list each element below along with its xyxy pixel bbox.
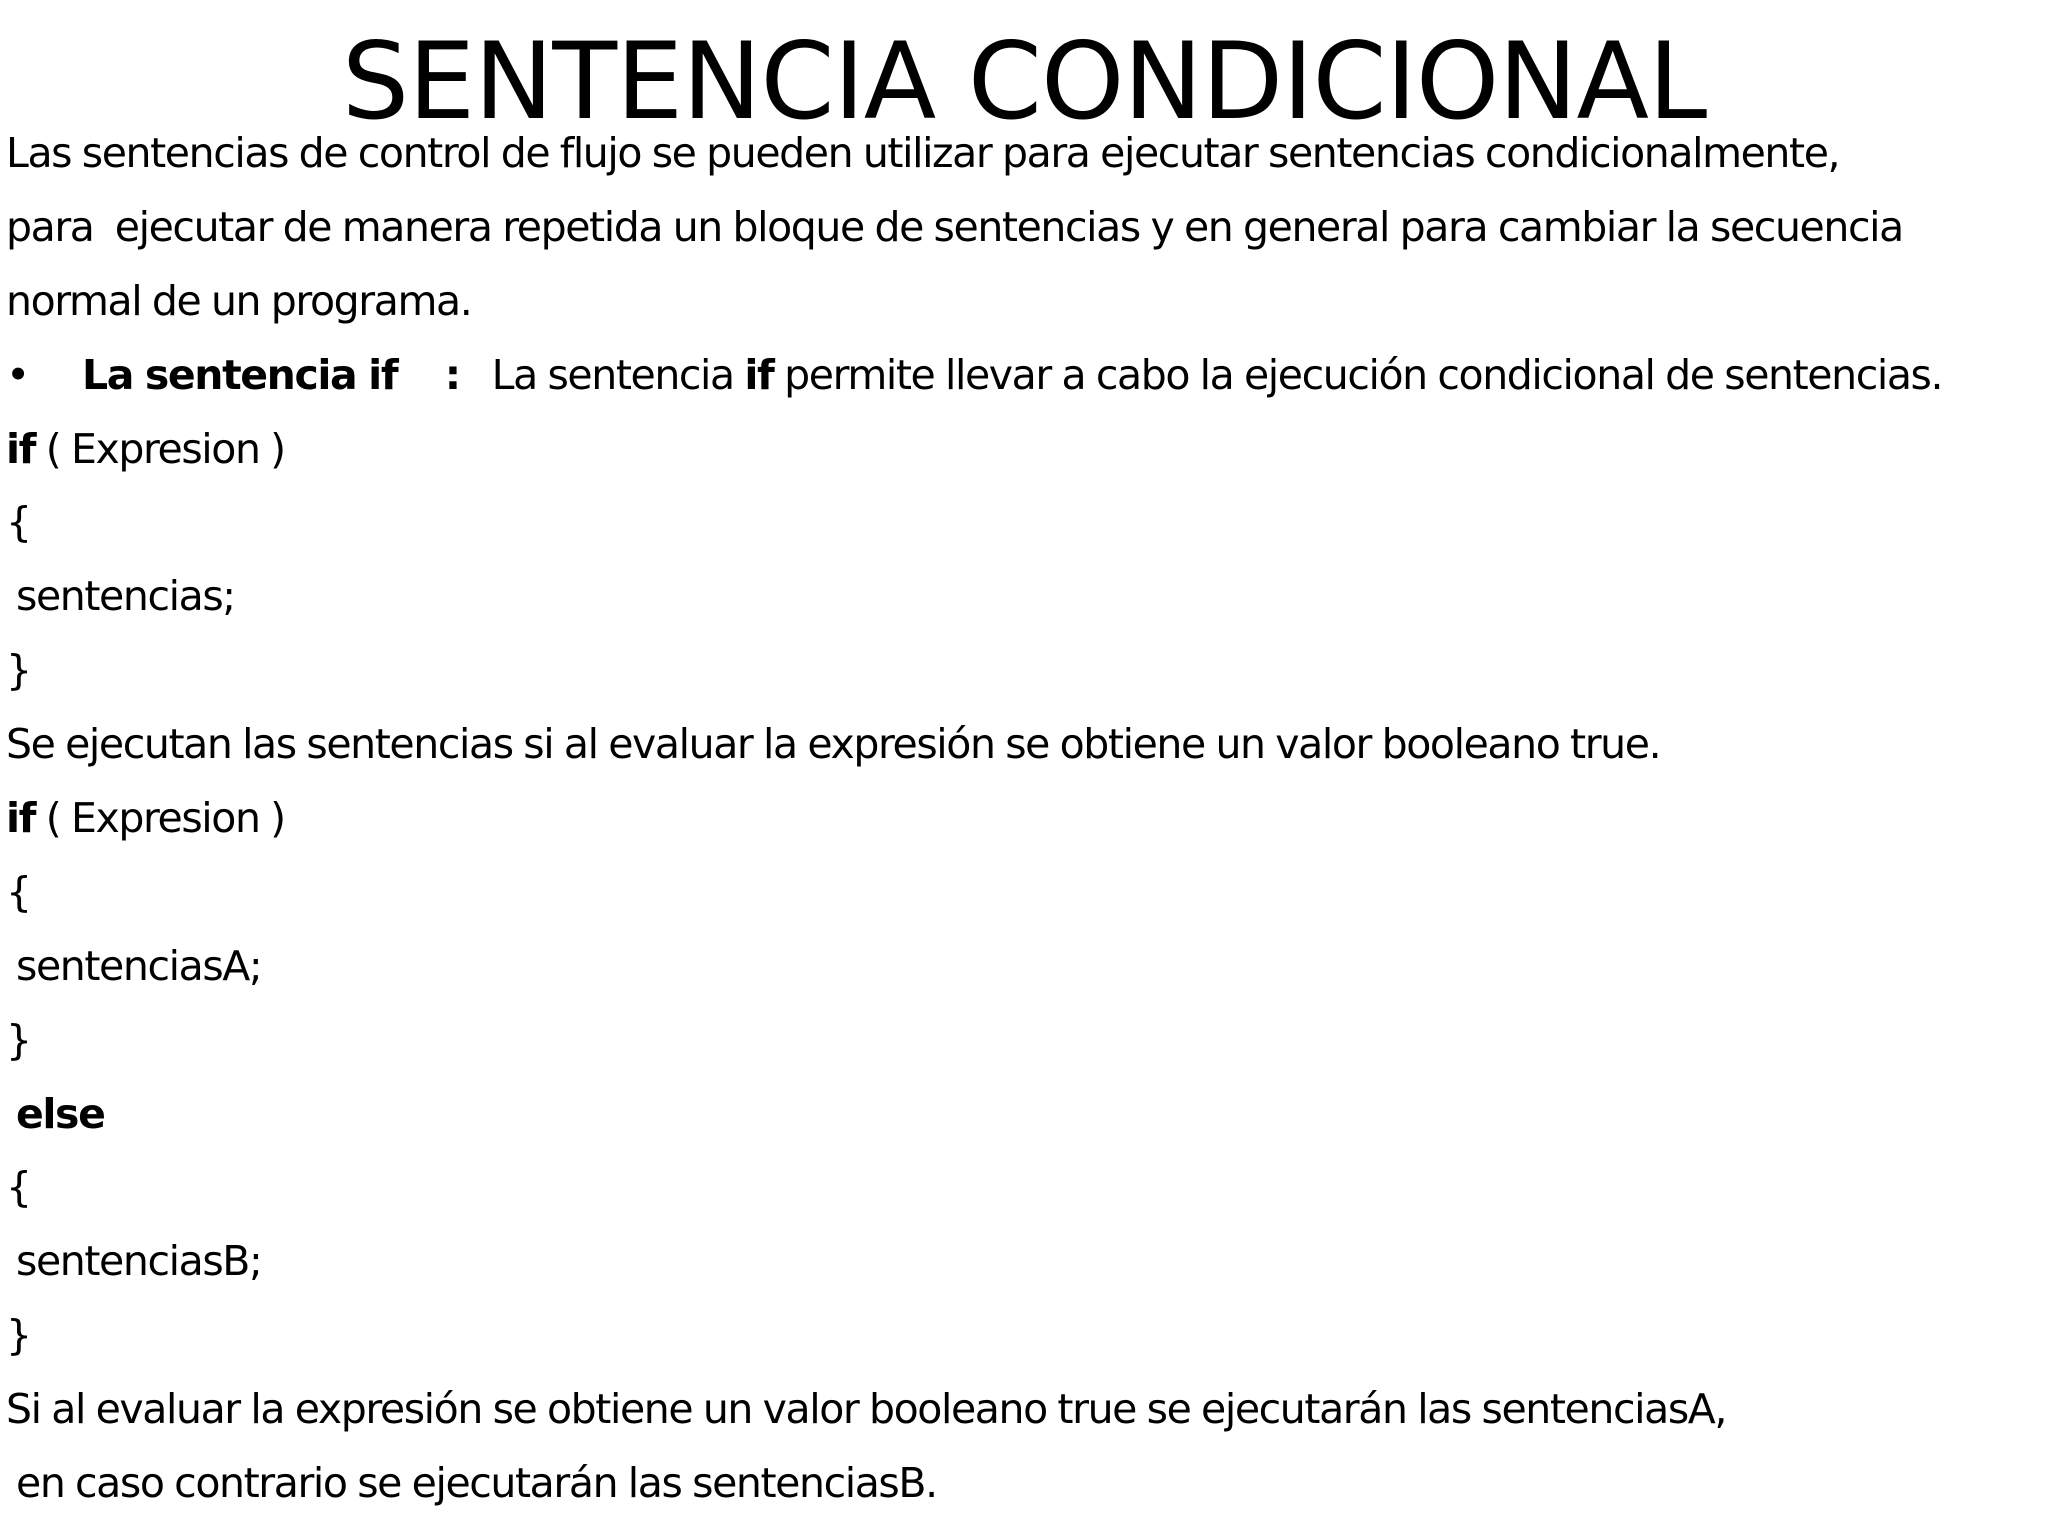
- code1-condition: ( Expresion ): [35, 424, 285, 473]
- bullet-heading: La sentencia if :: [82, 350, 460, 399]
- code2-open-brace-b: {: [6, 1163, 31, 1212]
- code2-if-keyword: if: [6, 794, 36, 843]
- bullet-item-if: [6, 339, 2046, 413]
- code1-if-line: [6, 413, 2046, 487]
- code2-close-brace-b: }: [6, 1311, 31, 1360]
- code2-close-brace-a: }: [6, 1015, 31, 1064]
- bullet-icon: •: [6, 350, 29, 399]
- code1-open-brace: {: [6, 498, 31, 547]
- code1-close-brace: }: [6, 646, 31, 695]
- code2-if-line: [6, 782, 2046, 856]
- code1-statement: sentencias;: [16, 572, 235, 621]
- code2-statement-a: sentenciasA;: [16, 941, 262, 990]
- explanation-1: Se ejecutan las sentencias si al evaluar la expresión se obtiene un valor booleano true.: [6, 720, 1661, 769]
- intro-line-1: Las sentencias de control de flujo se pueden utilizar para ejecutar sentencias condicionalmente,: [6, 129, 1840, 177]
- explanation-2-line-1: Si al evaluar la expresión se obtiene un valor booleano true se ejecutarán las sentenciasA,: [6, 1385, 1727, 1434]
- code2-open-brace-a: {: [6, 867, 31, 916]
- intro-line-3: normal de un programa.: [6, 276, 472, 325]
- code2-statement-b: sentenciasB;: [16, 1237, 262, 1286]
- explanation-2-line-2: en caso contrario se ejecutarán las sentenciasB.: [16, 1459, 937, 1508]
- bullet-keyword: if: [744, 350, 774, 399]
- bullet-text-before: La sentencia: [459, 350, 745, 399]
- slide-body: [6, 117, 2046, 1521]
- code1-if-keyword: if: [6, 424, 36, 473]
- slide-title: SENTENCIA CONDICIONAL: [341, 20, 1707, 143]
- bullet-text-after: permite llevar a cabo la ejecución condicional de sentencias.: [773, 350, 1943, 399]
- code2-else-keyword: else: [16, 1089, 105, 1138]
- code2-condition: ( Expresion ): [35, 794, 285, 843]
- intro-line-2: para ejecutar de manera repetida un bloque de sentencias y en general para cambiar la secuencia: [6, 202, 1903, 251]
